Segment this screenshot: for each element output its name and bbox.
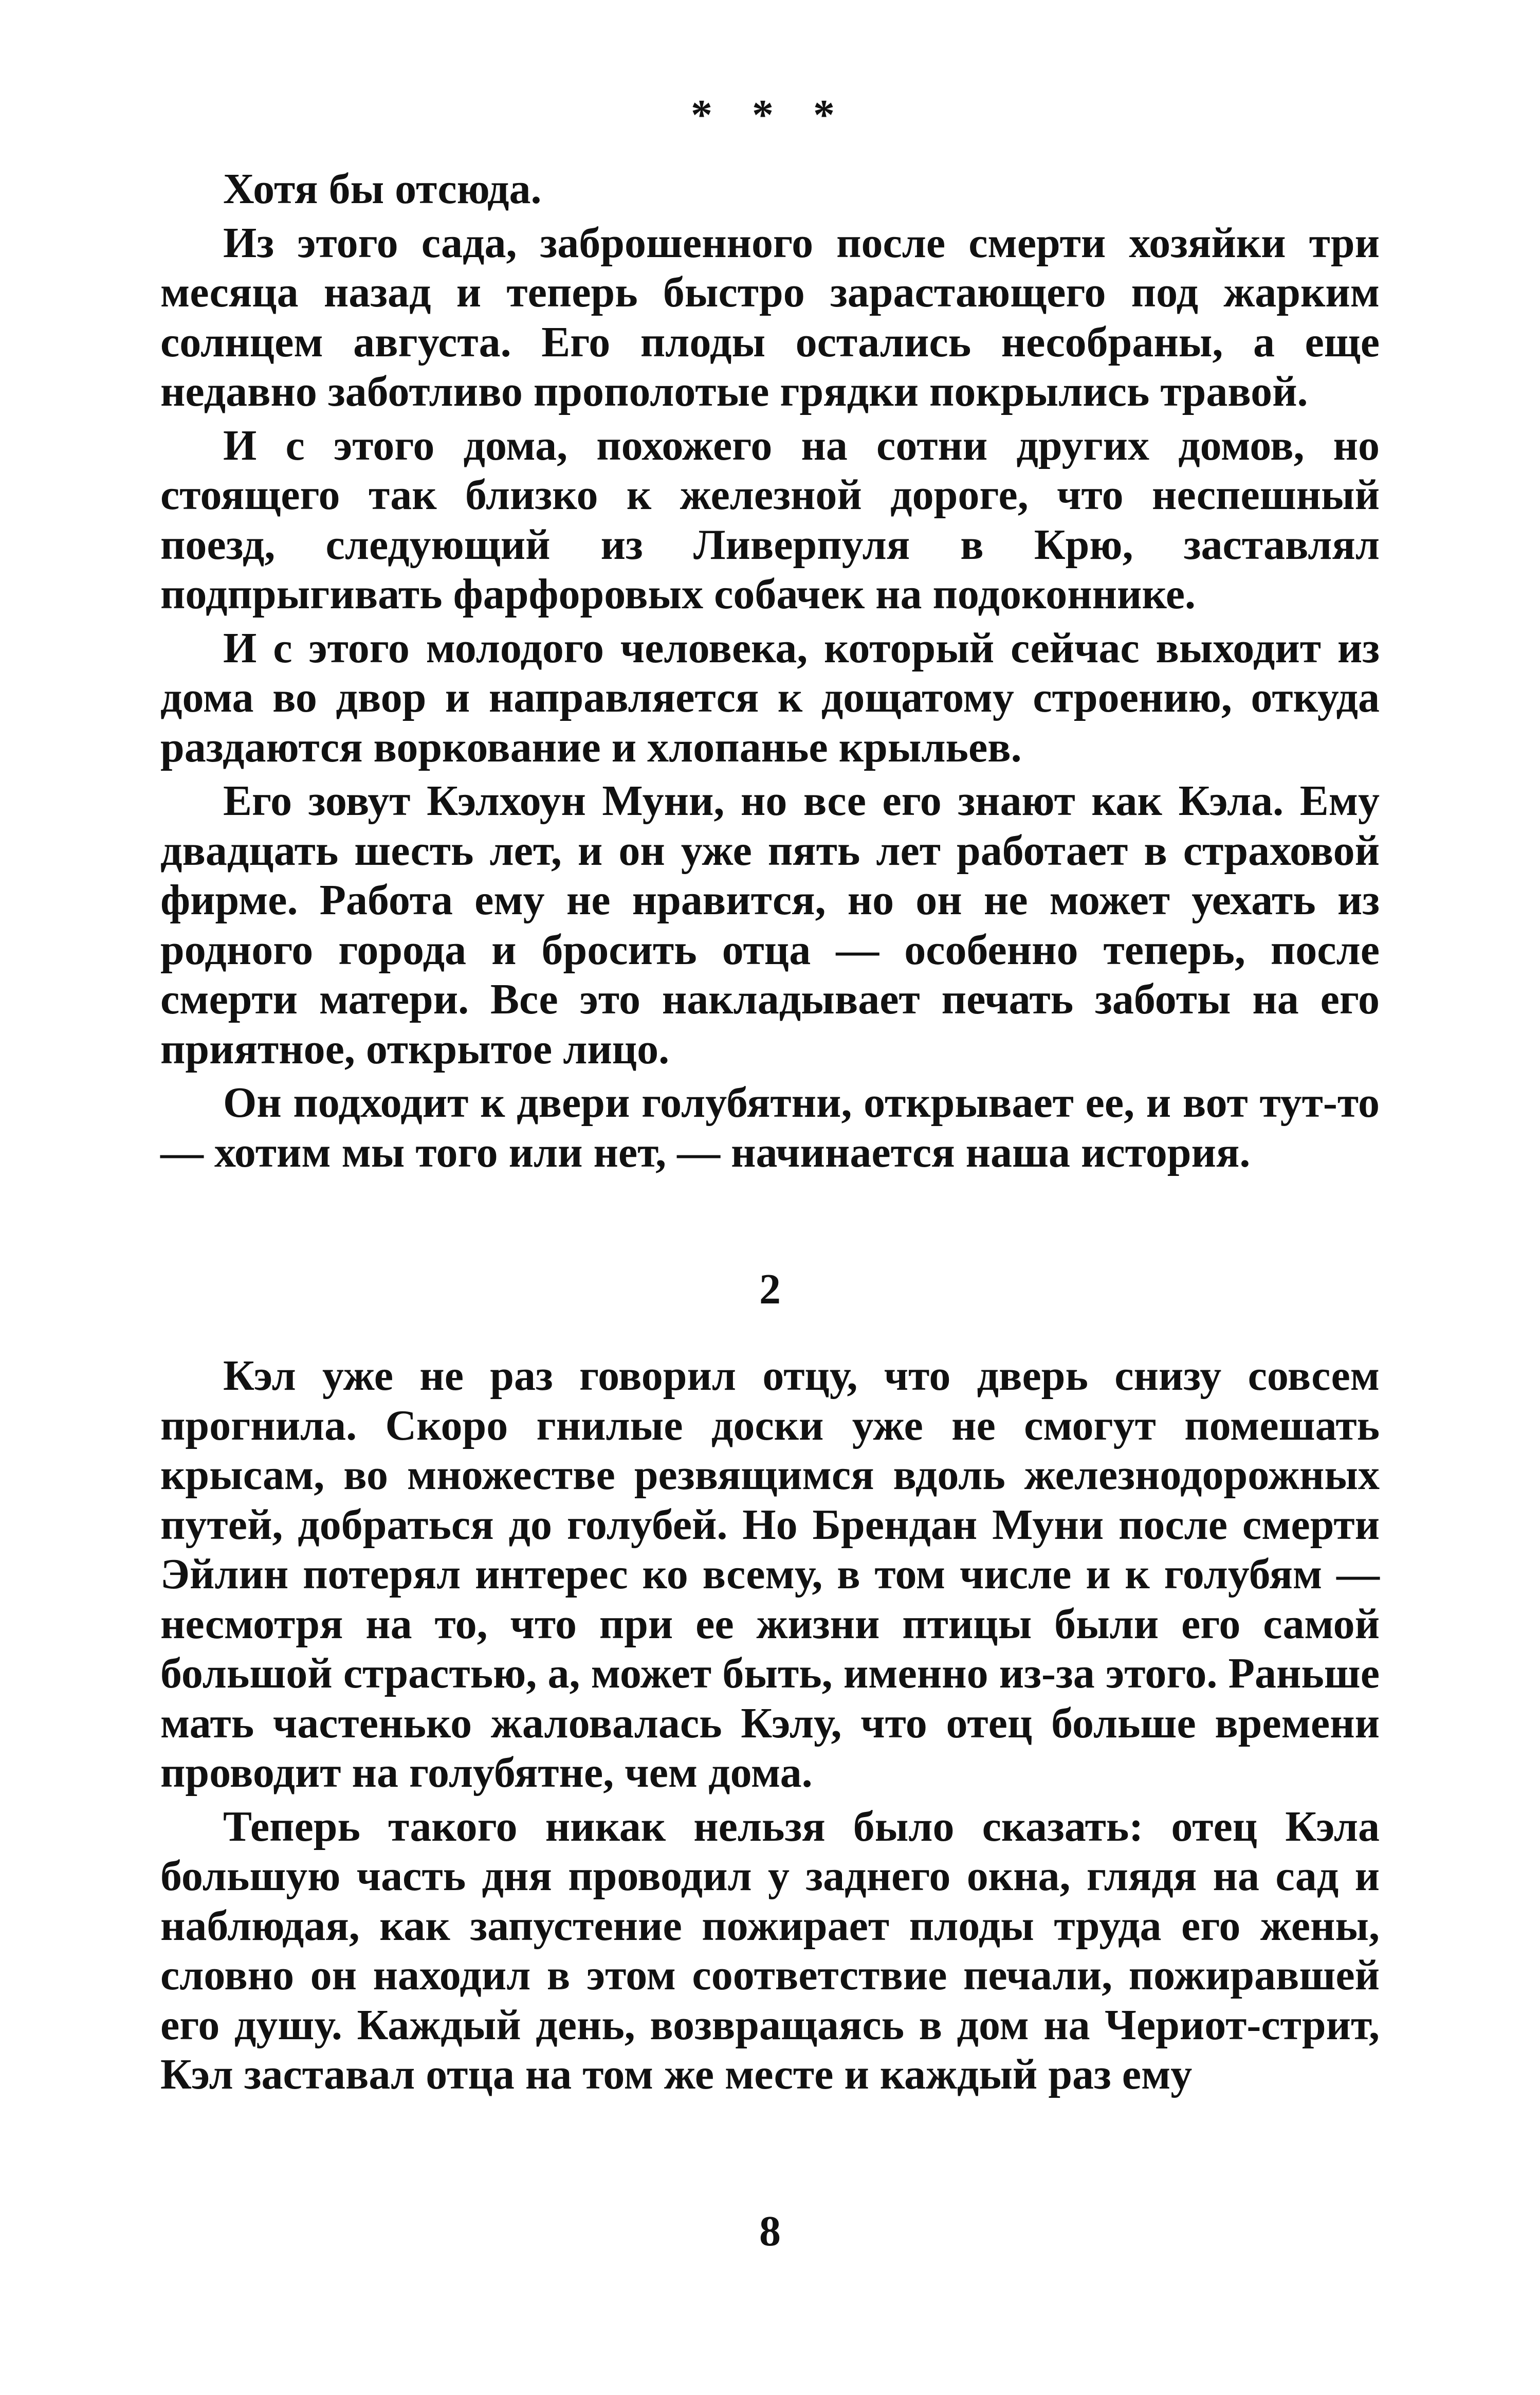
page-number: 8 bbox=[759, 2207, 781, 2255]
chapter-number: 2 bbox=[759, 1265, 781, 1313]
paragraph: Кэл уже не раз говорил отцу, что дверь снизу совсем прогнила. Скоро гнилые доски уже не смогут помешать крысам, во множестве резвящимся вдоль железнодорожных путей, добраться до голубей. Но Брендан Муни после смерти Эйлин потерял интерес ко всему, в том числе и к голубям — несмотря на то, что при ее жизни птицы были его самой большой страстью, а, может быть, именно из-за этого. Раньше мать частенько жаловалась Кэлу, что отец больше времени проводит на голубятне, чем дома. bbox=[160, 1352, 1380, 1797]
bottom-text-block bbox=[160, 1351, 1380, 2104]
paragraph: Он подходит к двери голубятни, открывает ее, и вот тут-то — хотим мы того или нет, — начинается наша история. bbox=[160, 1079, 1380, 1176]
paragraph: И с этого молодого человека, который сейчас выходит из дома во двор и направляется к дощатому строению, откуда раздаются воркование и хлопанье крыльев. bbox=[160, 624, 1380, 771]
paragraph: Хотя бы отсюда. bbox=[223, 165, 542, 213]
paragraph: Из этого сада, заброшенного после смерти хозяйки три месяца назад и теперь быстро зарастающего под жарким солнцем августа. Его плоды остались несобраны, а еще недавно заботливо прополотые грядки покрылись травой. bbox=[160, 219, 1380, 415]
top-text-block bbox=[160, 165, 1380, 1182]
paragraph: Теперь такого никак нельзя было сказать: отец Кэла большую часть дня проводил у заднего окна, глядя на сад и наблюдая, как запустение пожирает плоды труда его жены, словно он находил в этом соответствие печали, пожиравшей его душу. Каждый день, возвращаясь в дом на Чериот-стрит, Кэл заставал отца на том же месте и каждый раз ему bbox=[160, 1802, 1380, 2098]
paragraph: Его зовут Кэлхоун Муни, но все его знают как Кэла. Ему двадцать шесть лет, и он уже пять лет работает в страховой фирме. Работа ему не нравится, но он не может уехать из родного города и бросить отца — особенно теперь, после смерти матери. Все это накладывает печать заботы на его приятное, открытое лицо. bbox=[160, 777, 1380, 1073]
paragraph: И с этого дома, похожего на сотни других домов, но стоящего так близко к железной дороге, что неспешный поезд, следующий из Ливерпуля в Крю, заставлял подпрыгивать фарфоровых собачек на подоконнике. bbox=[160, 421, 1380, 618]
section-break: * * * bbox=[691, 91, 849, 139]
